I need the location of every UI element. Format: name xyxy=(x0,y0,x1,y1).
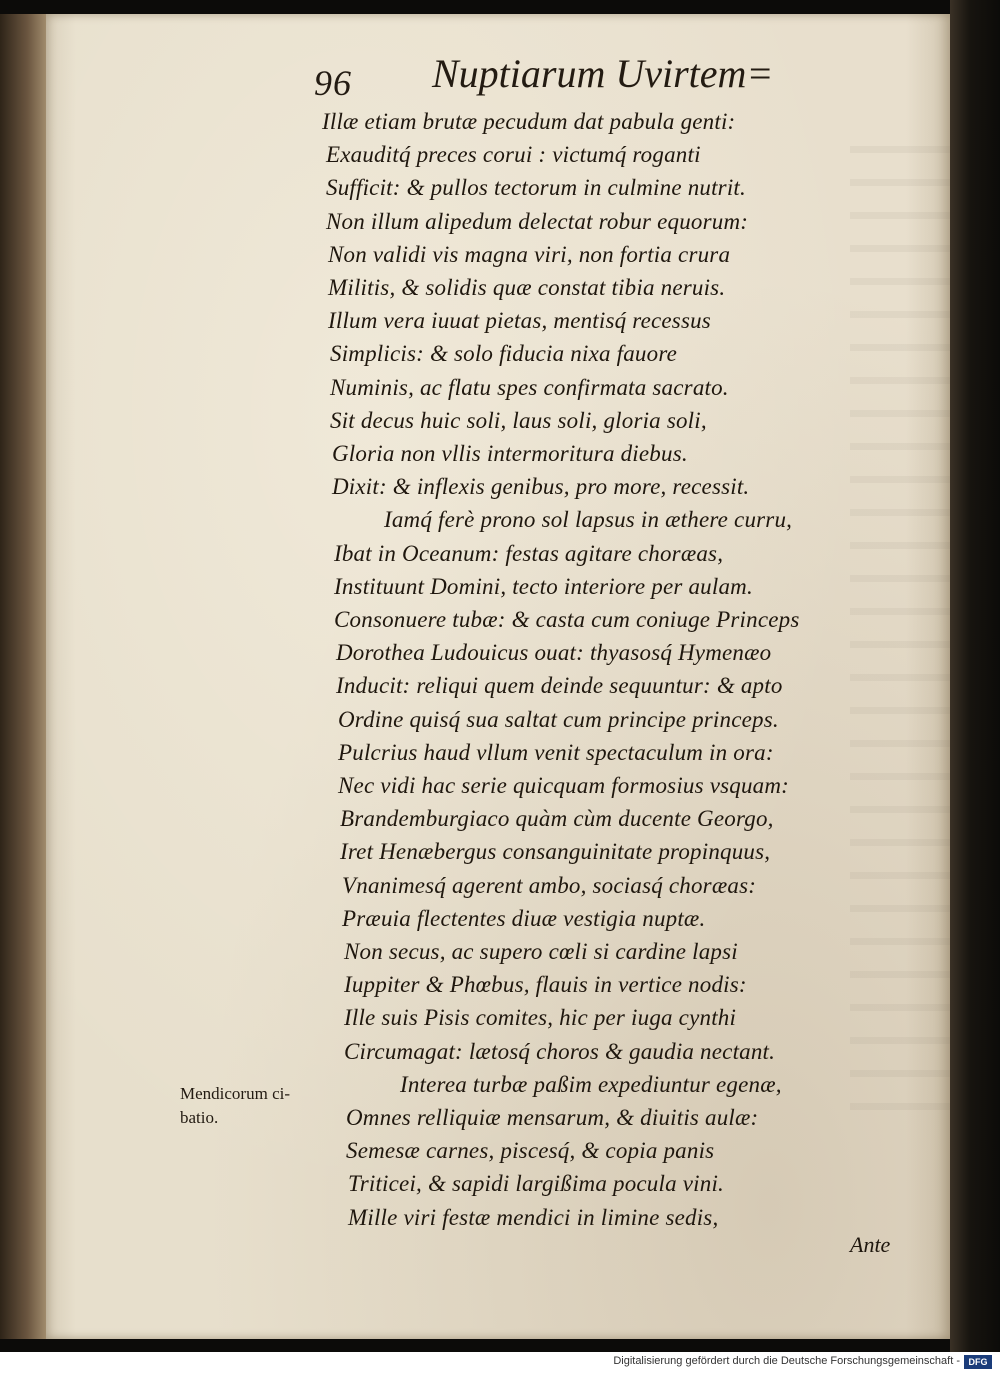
scan-border xyxy=(950,0,1000,1373)
verse-line: Iamq́ ferè prono sol lapsus in æthere curru, xyxy=(384,507,793,532)
verse-line: Instituunt Domini, tecto interiore per aulam. xyxy=(334,574,753,599)
verse-line: Non secus, ac supero cœli si cardine lapsi xyxy=(344,939,738,964)
verse-line: Non illum alipedum delectat robur equorum: xyxy=(326,209,749,234)
margin-note xyxy=(180,1082,340,1130)
verse-line: Sit decus huic soli, laus soli, gloria soli, xyxy=(330,408,707,433)
verse-line: Vnanimesq́ agerent ambo, sociasq́ choræas: xyxy=(342,873,757,898)
verse-line: Semesæ carnes, piscesq́, & copia panis xyxy=(346,1138,715,1163)
verse-line: Brandemburgiaco quàm cùm ducente Georgo, xyxy=(340,806,774,831)
show-through-text xyxy=(850,120,950,1120)
verse-line: Numinis, ac flatu spes confirmata sacrato. xyxy=(330,375,729,400)
footer-bar xyxy=(0,1352,1000,1373)
verse-line: Gloria non vllis intermoritura diebus. xyxy=(332,441,688,466)
verse-line: Circumagat: lætosq́ choros & gaudia nectant. xyxy=(344,1039,776,1064)
verse-line: Ille suis Pisis comites, hic per iuga cynthi xyxy=(344,1005,737,1030)
verse-line: Dorothea Ludouicus ouat: thyasosq́ Hymenæo xyxy=(336,640,772,665)
verse-line: Sufficit: & pullos tectorum in culmine nutrit. xyxy=(326,175,746,200)
verse-line: Militis, & solidis quæ constat tibia neruis. xyxy=(328,275,726,300)
verse-line: Præuia flectentes diuæ vestigia nuptæ. xyxy=(342,906,706,931)
dfg-logo: DFG xyxy=(964,1355,992,1369)
book-binding xyxy=(0,14,46,1339)
page-number: 96 xyxy=(314,63,352,103)
verse-line: Ibat in Oceanum: festas agitare choræas, xyxy=(334,541,724,566)
verse-line: Omnes relliquiæ mensarum, & diuitis aulæ: xyxy=(346,1105,759,1130)
verse-line: Illæ etiam brutæ pecudum dat pabula genti: xyxy=(322,109,736,134)
verse-line: Exauditq́ preces corui : victumq́ roganti xyxy=(326,142,701,167)
verse-line: Consonuere tubæ: & casta cum coniuge Princeps xyxy=(334,607,800,632)
verse-line: Iret Henæbergus consanguinitate propinquus, xyxy=(340,839,771,864)
verse-line: Triticei, & sapidi largißima pocula vini. xyxy=(348,1171,724,1196)
verse-line: Iuppiter & Phœbus, flauis in vertice nodis: xyxy=(344,972,747,997)
verse-line: Ordine quisq́ sua saltat cum principe princeps. xyxy=(338,707,779,732)
verse-line: Dixit: & inflexis genibus, pro more, recessit. xyxy=(332,474,750,499)
verse-line: Simplicis: & solo fiducia nixa fauore xyxy=(330,341,678,366)
verse-line: Non validi vis magna viri, non fortia crura xyxy=(328,242,731,267)
footer-text: Digitalisierung gefördert durch die Deutsche Forschungsgemeinschaft - xyxy=(613,1355,960,1367)
margin-note-line: Mendicorum ci- xyxy=(180,1084,290,1103)
verse-line: Pulcrius haud vllum venit spectaculum in ora: xyxy=(338,740,774,765)
verse-line: Nec vidi hac serie quicquam formosius vsquam: xyxy=(338,773,790,798)
verse-line: Inducit: reliqui quem deinde sequuntur: & apto xyxy=(336,673,783,698)
verse-line: Mille viri festæ mendici in limine sedis, xyxy=(348,1205,719,1230)
margin-note-line: batio. xyxy=(180,1108,219,1127)
running-title: Nuptiarum Uvirtem= xyxy=(432,51,774,96)
verse-line: Illum vera iuuat pietas, mentisq́ recessus xyxy=(328,308,711,333)
verse-line: Interea turbæ paßim expediuntur egenæ, xyxy=(400,1072,782,1097)
catchword: Ante xyxy=(850,1232,891,1257)
